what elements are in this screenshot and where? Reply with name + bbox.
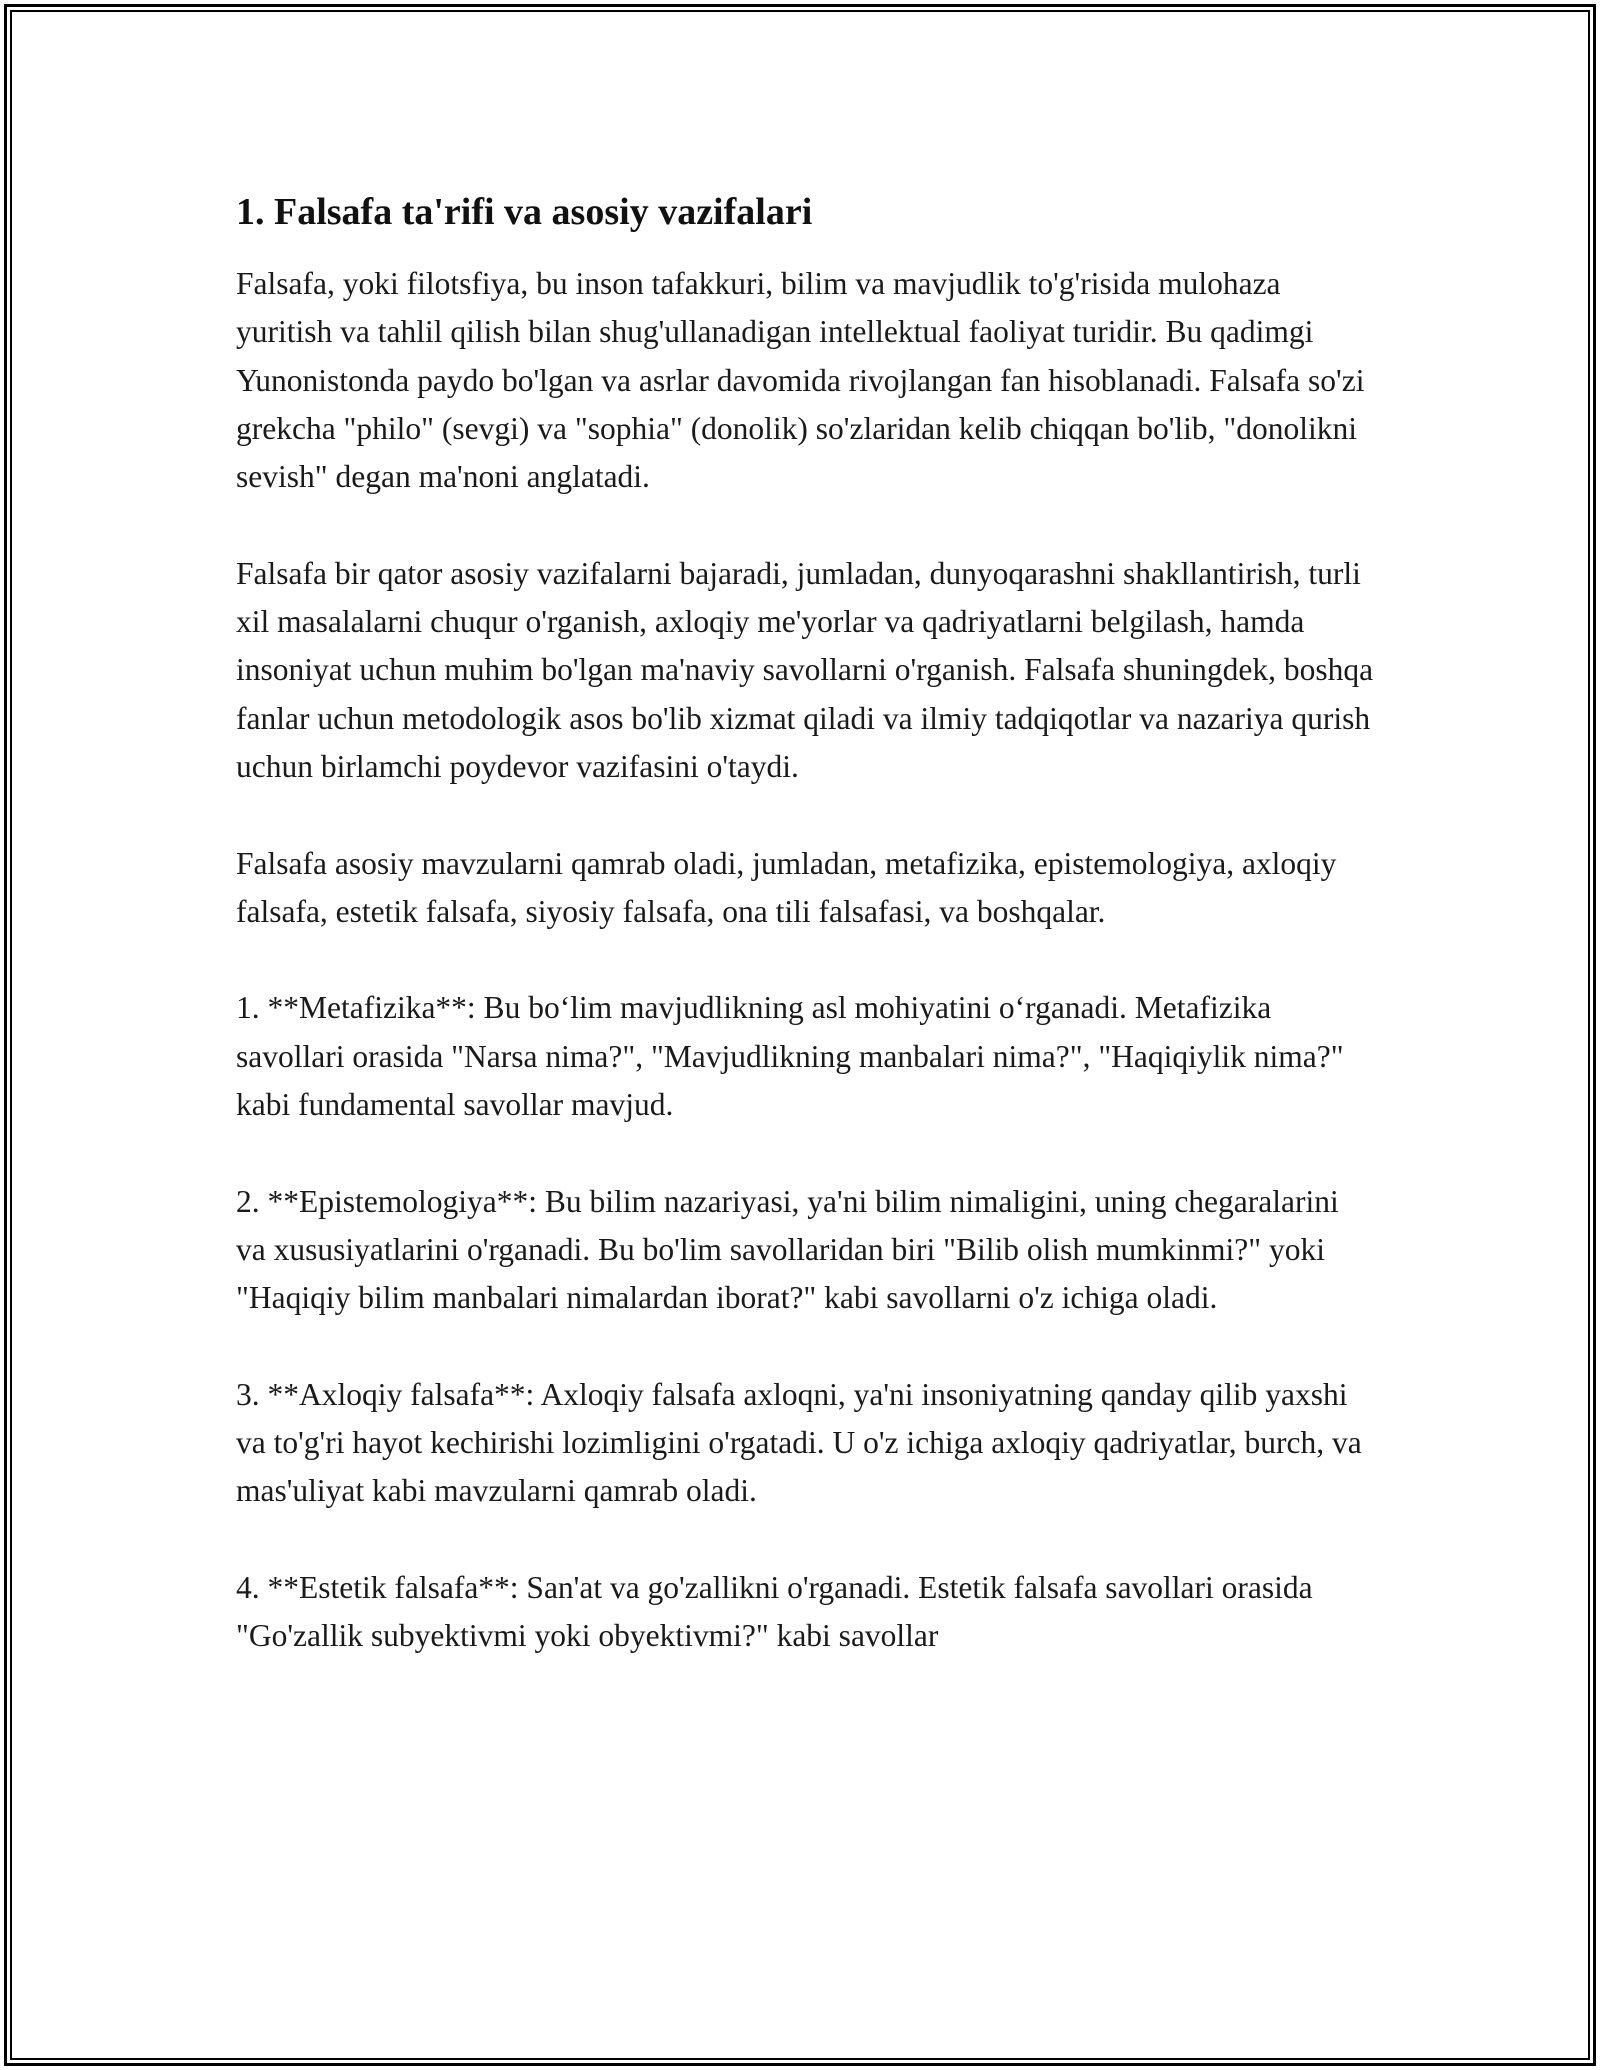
document-body [236, 186, 1376, 1661]
list-item-axloqiy-falsafa: 3. **Axloqiy falsafa**: Axloqiy falsafa axloqni, ya'ni insoniyatning qanday qilib yaxshi va to'g'ri hayot kechirishi lozimligini o'rgatadi. U o'z ichiga axloqiy qadriyatlar, burch, va mas'uliyat kabi mavzularni qamrab oladi. [236, 1376, 1362, 1509]
list-item-estetik-falsafa: 4. **Estetik falsafa**: San'at va go'zallikni o'rganadi. Estetik falsafa savollari orasida "Go'zallik subyektivmi yoki obyektivmi?" kabi savollar [236, 1570, 1313, 1654]
list-item-epistemologiya: 2. **Epistemologiya**: Bu bilim nazariyasi, ya'ni bilim nimaligini, uning chegaralarini va xususiyatlarini o'rganadi. Bu bo'lim savollaridan biri "Bilib olish mumkinmi?" yoki "Haqiqiy bilim manbalari nimalardan iborat?" kabi savollarni o'z ichiga oladi. [236, 1183, 1339, 1316]
section-heading: 1. Falsafa ta'rifi va asosiy vazifalari [236, 191, 813, 233]
paragraph-definition: Falsafa, yoki filotsfiya, bu inson tafakkuri, bilim va mavjudlik to'g'risida mulohaza yuritish va tahlil qilish bilan shug'ullanadigan intellektual faoliyat turidir. Bu qadimgi Yunonistonda paydo bo'lgan va asrlar davomida rivojlangan fan hisoblanadi. Falsafa so'zi grekcha "philo" (sevgi) va "sophia" (donolik) so'zlaridan kelib chiqqan bo'lib, "donolikni sevish" degan ma'noni anglatadi. [236, 266, 1365, 495]
paragraph-topics: Falsafa asosiy mavzularni qamrab oladi, jumladan, metafizika, epistemologiya, axloqiy falsafa, estetik falsafa, siyosiy falsafa, ona tili falsafasi, va boshqalar. [236, 845, 1337, 929]
list-item-metafizika: 1. **Metafizika**: Bu bo‘lim mavjudlikning asl mohiyatini o‘rganadi. Metafizika savollari orasida "Narsa nima?", "Mavjudlikning manbalari nima?", "Haqiqiylik nima?" kabi fundamental savollar mavjud. [236, 990, 1344, 1123]
paragraph-functions: Falsafa bir qator asosiy vazifalarni bajaradi, jumladan, dunyoqarashni shakllantirish, turli xil masalalarni chuqur o'rganish, axloqiy me'yorlar va qadriyatlarni belgilash, hamda insoniyat uchun muhim bo'lgan ma'naviy savollarni o'rganish. Falsafa shuningdek, boshqa fanlar uchun metodologik asos bo'lib xizmat qiladi va ilmiy tadqiqotlar va nazariya qurish uchun birlamchi poydevor vazifasini o'taydi. [236, 555, 1374, 784]
